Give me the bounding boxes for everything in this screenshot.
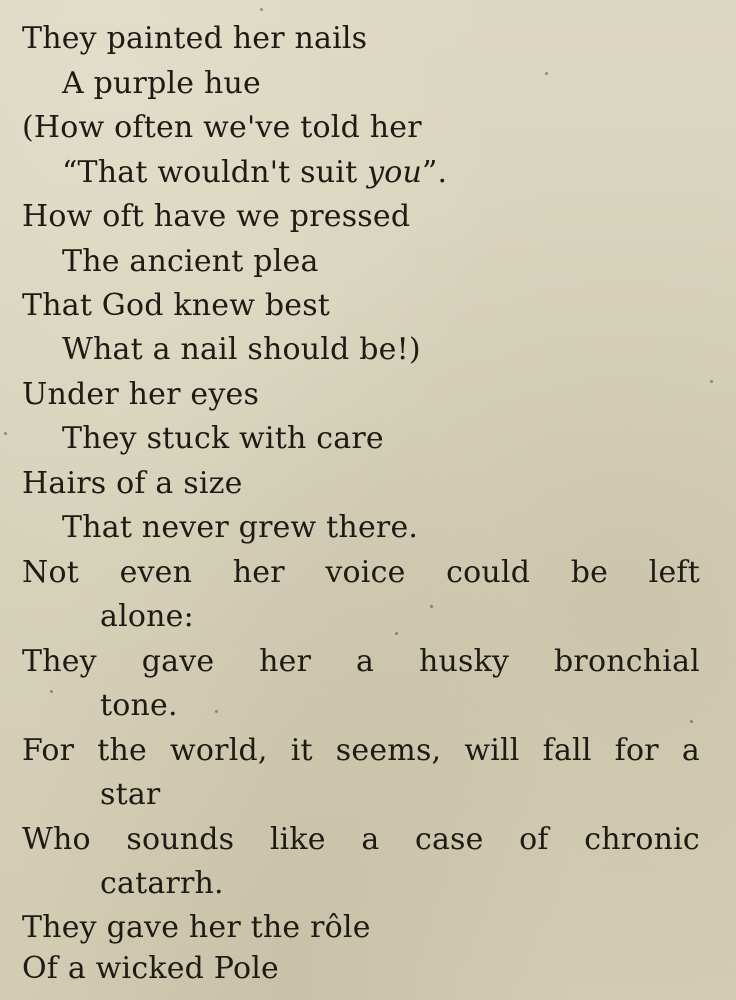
poem-line-text: “That wouldn't suit bbox=[62, 155, 368, 190]
poem-word: be bbox=[570, 555, 609, 590]
poem-line-emphasis: you bbox=[367, 155, 423, 190]
poem-word: a bbox=[361, 822, 380, 857]
poem-line: Of a wicked Pole bbox=[22, 951, 279, 986]
poem-word: Not bbox=[22, 555, 79, 590]
poem-line: They painted her nails bbox=[22, 21, 368, 56]
poem-word: her bbox=[259, 644, 312, 679]
poem-word: fall bbox=[542, 733, 592, 768]
poem-word: sounds bbox=[126, 822, 235, 857]
poem-line: (How often we've told her bbox=[22, 110, 422, 145]
poem-word: a bbox=[681, 733, 700, 768]
poem-word: chronic bbox=[584, 822, 700, 857]
poem-line: The ancient plea bbox=[62, 244, 319, 279]
poem-line bbox=[22, 551, 700, 595]
poem-word: it bbox=[290, 733, 313, 768]
poem-line: They stuck with care bbox=[62, 421, 384, 456]
poem-word: for bbox=[614, 733, 659, 768]
poem-line: What a nail should be!) bbox=[62, 332, 421, 367]
poem-word: bronchial bbox=[554, 644, 700, 679]
poem-line: star bbox=[100, 777, 161, 812]
poem-line: Under her eyes bbox=[22, 377, 260, 412]
poem-word: even bbox=[119, 555, 193, 590]
poem-line bbox=[22, 640, 700, 684]
poem-word: her bbox=[232, 555, 285, 590]
poem-word: voice bbox=[325, 555, 406, 590]
poem-word: They bbox=[22, 644, 97, 679]
poem-line: They gave her the rôle bbox=[22, 910, 371, 945]
poem-word: of bbox=[519, 822, 549, 857]
poem-word: the bbox=[97, 733, 147, 768]
poem-word: Who bbox=[22, 822, 91, 857]
poem-word: will bbox=[464, 733, 520, 768]
poem-line bbox=[22, 729, 700, 773]
poem-word: husky bbox=[419, 644, 510, 679]
poem-line: How oft have we pressed bbox=[22, 199, 411, 234]
poem-line: Hairs of a size bbox=[22, 466, 243, 501]
poem-line: That never grew there. bbox=[62, 510, 419, 545]
poem-line bbox=[62, 151, 447, 195]
poem-word: world, bbox=[170, 733, 268, 768]
poem-word: could bbox=[446, 555, 531, 590]
poem-word: case bbox=[414, 822, 484, 857]
poem-line: catarrh. bbox=[100, 866, 224, 901]
poem-line: A purple hue bbox=[62, 66, 261, 101]
poem-word: seems, bbox=[335, 733, 442, 768]
poem-word: like bbox=[269, 822, 326, 857]
poem-word: For bbox=[22, 733, 75, 768]
poem-word: left bbox=[648, 555, 700, 590]
poem-line-text: ”. bbox=[422, 155, 448, 190]
poem-line: alone: bbox=[100, 599, 194, 634]
poem-word: gave bbox=[141, 644, 215, 679]
poem-line: tone. bbox=[100, 688, 178, 723]
poem-word: a bbox=[356, 644, 375, 679]
poem-line: That God knew best bbox=[22, 288, 331, 323]
poem-line bbox=[22, 818, 700, 862]
